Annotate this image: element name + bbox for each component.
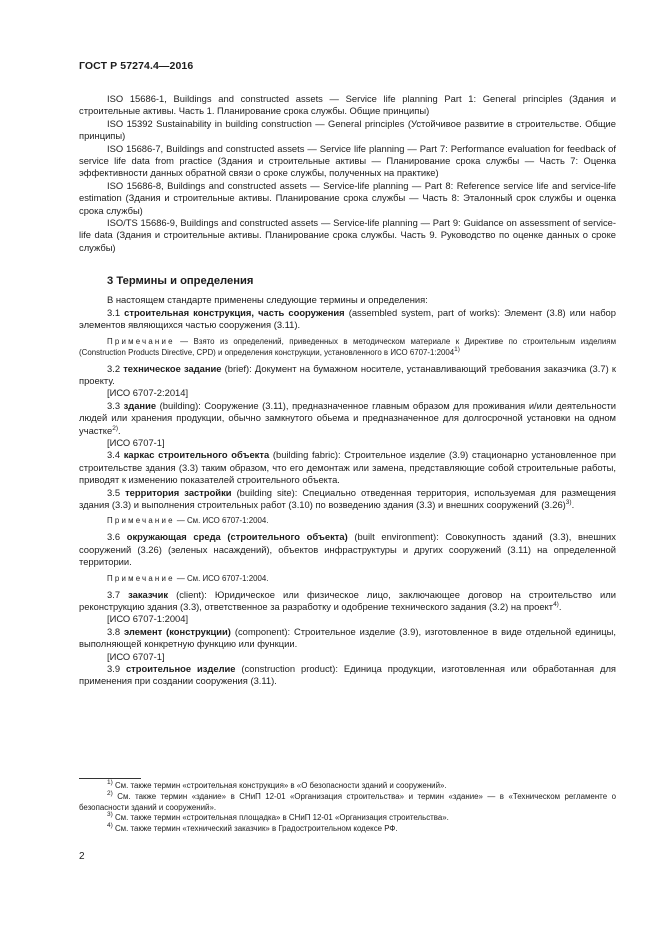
note-3-6 <box>79 573 616 584</box>
term-name: территория застройки <box>125 486 232 498</box>
term-3-7 <box>79 589 616 614</box>
footnote <box>79 789 616 814</box>
term-name: техническое задание <box>123 362 222 374</box>
term-definition: (brief): Документ на бумажном носителе, устанавливающий требования заказчика (3.7) к проекту. <box>79 362 616 386</box>
section-title: 3 Термины и определения <box>107 275 254 288</box>
term-tail: . <box>117 424 121 436</box>
term-tail: . <box>558 601 562 612</box>
footnote-ref: 3) <box>565 498 572 506</box>
term-3-5 <box>79 487 616 512</box>
note-label: Примечание <box>107 336 175 346</box>
term-3-6 <box>79 531 616 568</box>
footnote <box>79 781 616 792</box>
reference-iso-ts-15686-9: ISO/TS 15686-9, Buildings and constructed assets — Service-life planning — Part 9: Guidance on assessment of service-life data (Здания и строительные активы. Планирование срока службы. Часть 9. Руководство по оценке данных о сроке службы) <box>79 217 616 253</box>
reference-iso-15686-1: ISO 15686-1, Buildings and constructed assets — Service life planning Part 1: General principles (Здания и строительные активы. Часть 1. Планирование срока службы. Общие принципы) <box>79 93 616 117</box>
term-definition: (building): Сооружение (3.11), предназначенное главным образом для проживания и/или деятельности людей или хранения продукции, обычно замкнутого обьема и предназначенное для долгосрочной установки на одном участке <box>79 399 616 436</box>
footnote-mark: 1) <box>107 779 113 786</box>
footnote-text: См. также термин «здание» в СНиП 12-01 «Организация строительства» и термин «здание» — в «Техническом регламенте о безопасности зданий и сооружений». <box>79 791 616 812</box>
term-3-3 <box>79 400 616 437</box>
term-name: заказчик <box>128 588 169 600</box>
source-ref-3-8: [ИСО 6707-1] <box>107 650 165 662</box>
reference-iso-15392: ISO 15392 Sustainability in building construction — General principles (Устойчивое развитие в строительстве. Общие принципы) <box>79 117 616 142</box>
term-3-9 <box>79 663 616 688</box>
term-number: 3.8 <box>107 625 121 637</box>
term-number: 3.3 <box>107 399 121 411</box>
term-name: строительная конструкция, часть сооружения <box>124 306 345 318</box>
note-label: Примечание <box>107 516 175 526</box>
term-number: 3.7 <box>107 588 121 600</box>
term-definition: (client): Юридическое или физическое лицо, заключающее договор на строительство или реконструкцию здания (3.3), ответственное за разработку и одобрение технического задания (3.2) на проект <box>79 588 616 612</box>
source-ref-3-7: [ИСО 6707-1:2004] <box>107 613 189 625</box>
term-name: каркас строительного объекта <box>123 449 270 461</box>
term-definition: (built environment): Совокупность зданий (3.3), внешних сооружений (3.26) (зеленых насаждений), объектов инфраструктуры и других сооружений (3.11) на определенной территории. <box>79 531 616 568</box>
term-3-2 <box>79 363 616 388</box>
term-number: 3.5 <box>107 486 121 498</box>
term-definition: (assembled system, part of works): Элемент (3.8) или набор элементов являющихся частью сооружения (3.11). <box>79 306 616 331</box>
term-name: здание <box>123 399 157 411</box>
term-name: элемент (конструкции) <box>123 625 231 637</box>
term-number: 3.6 <box>107 531 121 543</box>
page-number: 2 <box>79 851 85 862</box>
footnote-ref: 4) <box>553 601 559 608</box>
term-number: 3.2 <box>107 362 121 374</box>
term-3-4 <box>79 449 616 486</box>
term-number: 3.1 <box>107 306 121 318</box>
footnote-text: См. также термин «строительная площадка» в СНиП 12-01 «Организация строительства». <box>112 813 449 823</box>
term-3-1 <box>79 307 616 332</box>
footnote <box>79 824 616 835</box>
term-number: 3.9 <box>107 663 121 675</box>
term-definition: (building fabric): Строительное изделие (3.9) стационарно установленное при строительстве здания (3.3) таким образом, что его демонтаж или замена, представляющие собой строительные работы, приводят к изменению показателей строительного объекта. <box>79 449 617 486</box>
term-definition: (component): Строительное изделие (3.9), изготовленное в виде отдельной единицы, выполняющей конкретную функцию или функции. <box>79 625 617 650</box>
footnote-mark: 2) <box>107 789 113 797</box>
term-definition: (construction product): Единица продукции, изготовленная или обработанная для применения при создании сооружения (3.11). <box>79 663 616 687</box>
document-header: ГОСТ Р 57274.4—2016 <box>79 60 194 72</box>
note-text: — См. ИСО 6707-1:2004. <box>174 573 269 583</box>
source-ref-3-2: [ИСО 6707-2:2014] <box>107 387 189 399</box>
reference-iso-15686-8: ISO 15686-8, Buildings and constructed assets — Service-life planning — Part 8: Reference service life and service-life estimation (Здания и строительные активы. Планирование срока службы — Часть 8: Эталонный срок службы и оценка срока службы) <box>79 179 616 216</box>
footnote-ref: 2) <box>112 424 118 432</box>
section-intro: В настоящем стандарте применены следующие термины и определения: <box>107 294 428 306</box>
term-definition: (building site): Специально отведенная территория, используемая для размещения здания (3.3) и выполнения строительных работ (3.10) по возведению здания (3.3) и внешних сооружений (3.26) <box>79 486 616 510</box>
footnote-ref: 1) <box>454 345 460 353</box>
footnote-text: См. также термин «технический заказчик» в Градостроительном кодексе РФ. <box>112 824 398 834</box>
term-3-8 <box>79 626 616 651</box>
footnote-mark: 3) <box>107 811 113 819</box>
note-3-1 <box>79 336 616 358</box>
note-text: — Взято из определений, приведенных в методическом материале к Директиве по строительным изделиям (Construction Products Directive, CPD) и определения конструкции, установленного в ИСО 6707-1:2004 <box>79 336 616 357</box>
term-tail: . <box>571 498 575 510</box>
term-name: окружающая среда (строительного объекта) <box>126 531 348 543</box>
term-name: строительное изделие <box>125 663 236 675</box>
source-ref-3-3: [ИСО 6707-1] <box>107 436 165 448</box>
footnote-text: См. также термин «строительная конструкция» в «О безопасности зданий и сооружений». <box>112 781 447 790</box>
footnotes <box>79 781 616 835</box>
note-3-5 <box>79 515 616 526</box>
note-label: Примечание <box>107 573 175 583</box>
footnote-mark: 4) <box>107 822 113 830</box>
note-text: — См. ИСО 6707-1:2004. <box>174 516 269 526</box>
term-number: 3.4 <box>107 449 121 461</box>
reference-iso-15686-7: ISO 15686-7, Buildings and constructed assets — Service life planning — Part 7: Performance evaluation for feedback of service life data from practice (Здания и строительные активы — Планирование срока службы — Часть 7: Оценка эффективности данных обратной связи о сроке службы, полученных на практике) <box>79 142 616 179</box>
footnote <box>79 813 616 824</box>
page-content <box>79 93 616 688</box>
